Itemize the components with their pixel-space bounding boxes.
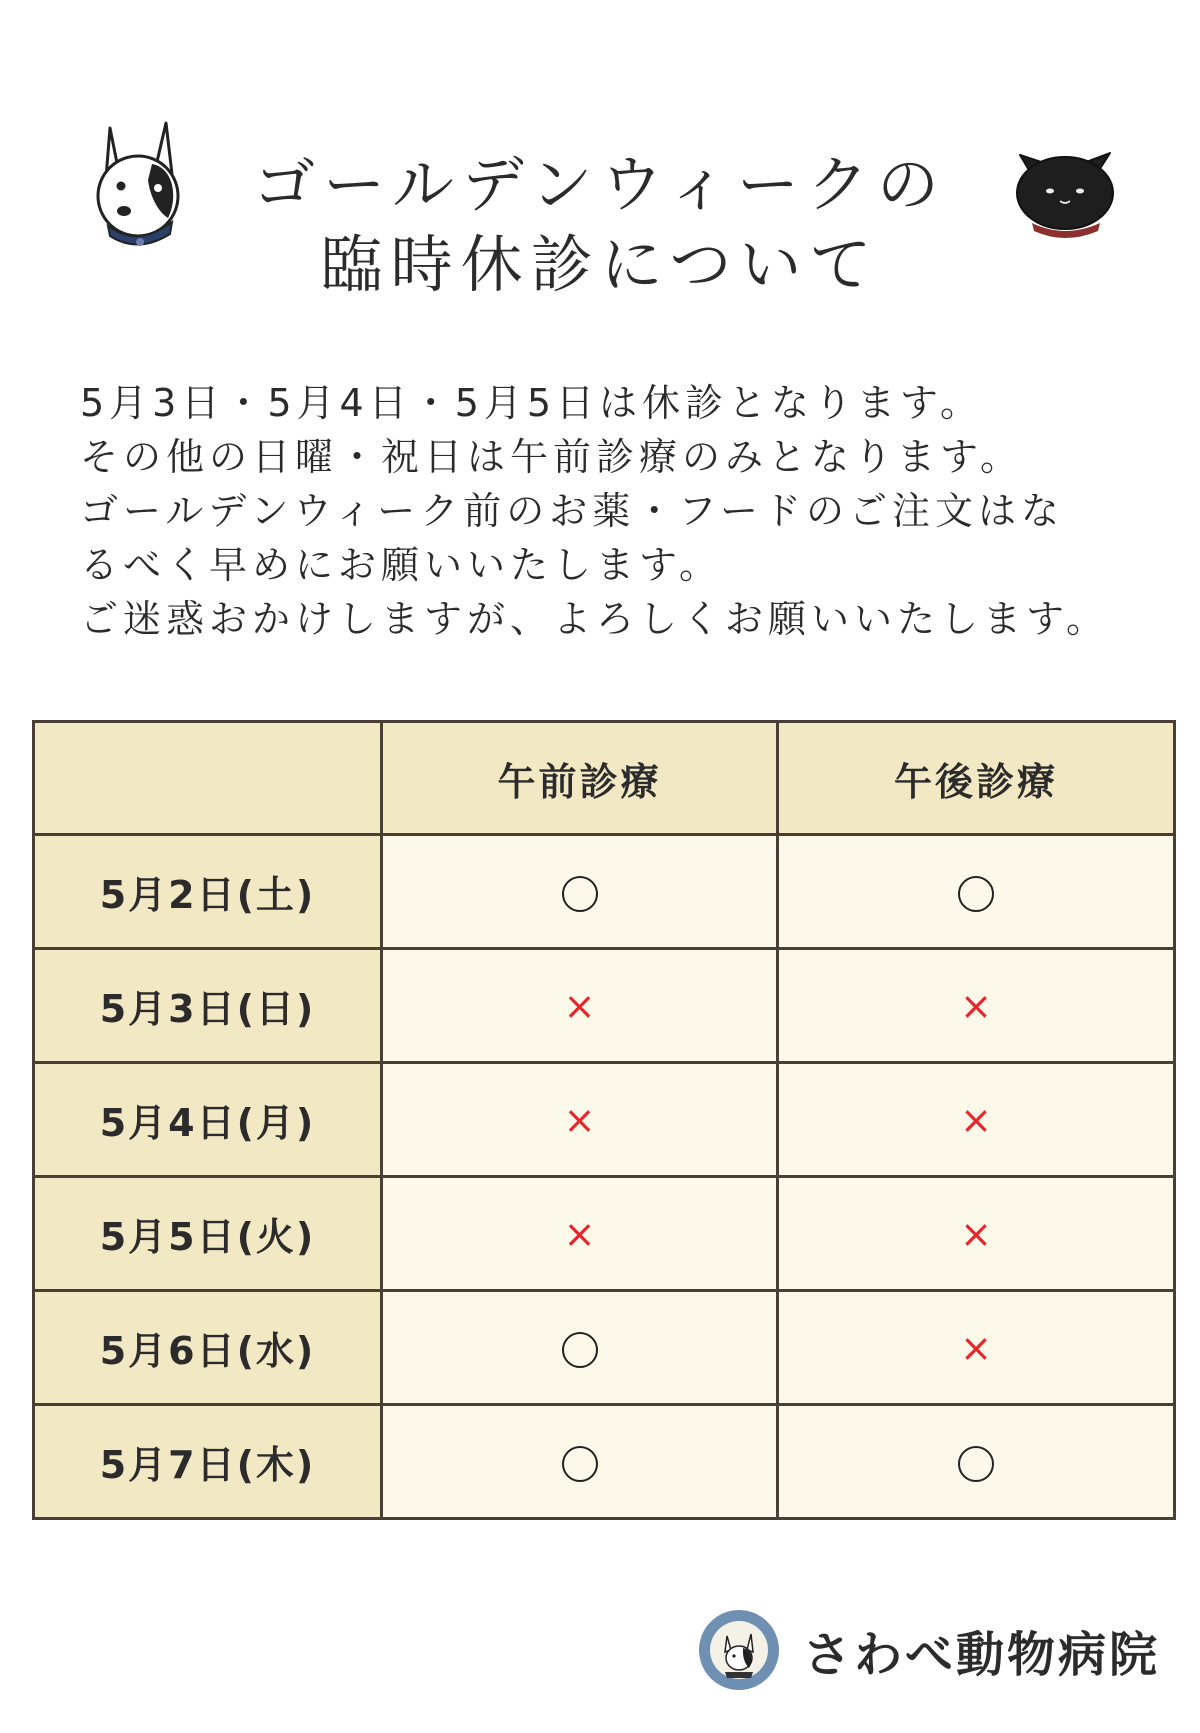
dog-icon xyxy=(88,108,188,248)
afternoon-status-cell xyxy=(778,1405,1175,1519)
morning-status-cell xyxy=(382,1177,778,1291)
closed-cross-icon: × xyxy=(563,1211,596,1256)
schedule-table xyxy=(32,720,1176,1520)
open-circle-icon xyxy=(562,1332,598,1368)
table-row xyxy=(34,1405,1175,1519)
morning-status-cell xyxy=(382,1405,778,1519)
afternoon-status-cell xyxy=(778,1063,1175,1177)
table-row xyxy=(34,1291,1175,1405)
date-cell: 5月6日(水) xyxy=(34,1291,382,1405)
page-title-line2: 臨時休診について xyxy=(320,227,880,301)
table-row xyxy=(34,1063,1175,1177)
notice-text xyxy=(80,376,1140,646)
afternoon-status-cell xyxy=(778,1177,1175,1291)
morning-status-cell xyxy=(382,835,778,949)
table-row xyxy=(34,949,1175,1063)
closed-cross-icon: × xyxy=(960,1211,992,1256)
clinic-name: さわべ動物病院 xyxy=(802,1626,1160,1683)
morning-status-cell xyxy=(382,1291,778,1405)
date-cell: 5月5日(火) xyxy=(34,1177,382,1291)
closed-cross-icon: × xyxy=(563,1097,596,1142)
cat-icon xyxy=(1010,135,1120,240)
morning-status-cell xyxy=(382,1063,778,1177)
closed-cross-icon: × xyxy=(960,983,992,1028)
date-cell: 5月7日(木) xyxy=(34,1405,382,1519)
clinic-logo-icon xyxy=(697,1608,781,1692)
afternoon-status-cell xyxy=(778,1291,1175,1405)
table-header-row xyxy=(34,722,1175,835)
open-circle-icon xyxy=(958,1446,994,1482)
afternoon-status-cell xyxy=(778,949,1175,1063)
closed-cross-icon: × xyxy=(563,983,596,1028)
afternoon-status-cell xyxy=(778,835,1175,949)
footer xyxy=(697,1605,1160,1695)
notice-line: るべく早めにお願いいたします。 xyxy=(80,543,722,587)
notice-line: ゴールデンウィーク前のお薬・フードのご注文はな xyxy=(80,489,1065,533)
date-cell: 5月4日(月) xyxy=(34,1063,382,1177)
page-title-line1: ゴールデンウィークの xyxy=(253,147,947,221)
date-cell: 5月2日(土) xyxy=(34,835,382,949)
open-circle-icon xyxy=(562,876,598,912)
date-cell: 5月3日(日) xyxy=(34,949,382,1063)
open-circle-icon xyxy=(562,1446,598,1482)
header-empty-cell xyxy=(34,722,382,835)
notice-line: ご迷惑おかけしますが、よろしくお願いいたします。 xyxy=(80,597,1109,641)
closed-cross-icon: × xyxy=(960,1097,992,1142)
table-row xyxy=(34,835,1175,949)
header-morning: 午前診療 xyxy=(382,722,778,835)
closed-cross-icon: × xyxy=(960,1325,992,1370)
notice-line: その他の日曜・祝日は午前診療のみとなります。 xyxy=(80,435,1023,479)
header-afternoon: 午後診療 xyxy=(778,722,1175,835)
table-row xyxy=(34,1177,1175,1291)
notice-line: 5月3日・5月4日・5月5日は休診となります。 xyxy=(80,381,984,425)
morning-status-cell xyxy=(382,949,778,1063)
open-circle-icon xyxy=(958,876,994,912)
